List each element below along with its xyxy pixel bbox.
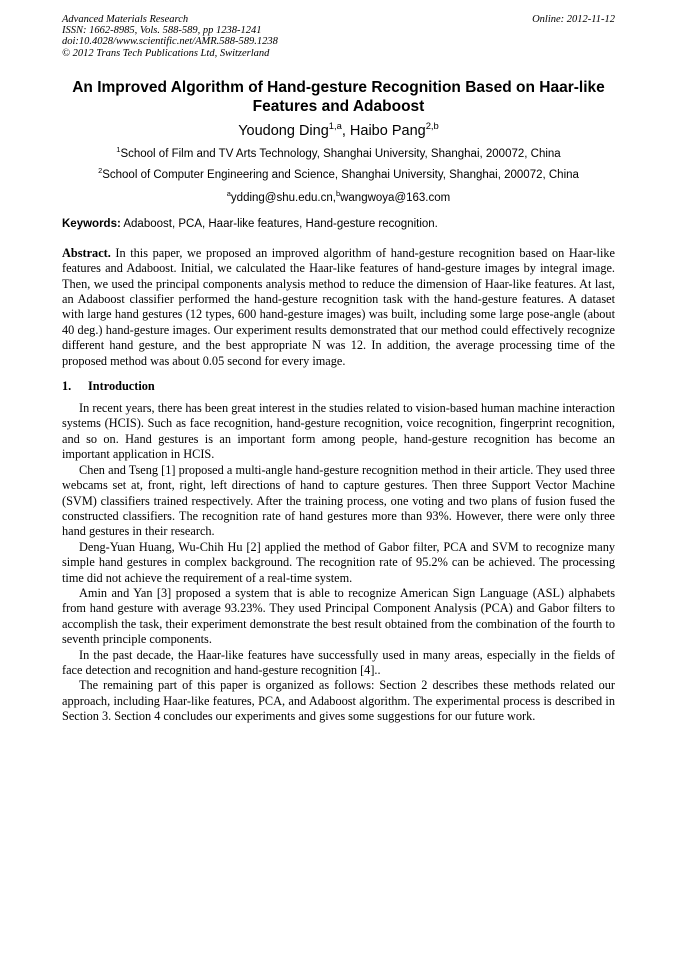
affiliation-text: School of Film and TV Arts Technology, Shanghai University, Shanghai, 200072, China — [120, 147, 561, 160]
introduction-body — [62, 401, 615, 725]
paragraph: In recent years, there has been great interest in the studies related to vision-based human machine interaction systems (HCIS). Such as face recognition, hand-gesture recognition, voice recognition, fingerprint recognition, and so on. Hand gestures is an important form among people, hand-gesture recognition has become an important application in HCIS. — [62, 401, 615, 462]
paper-page — [62, 14, 615, 725]
paragraph: The remaining part of this paper is organized as follows: Section 2 describes these methods related our approach, including Haar-like features, PCA, and Adaboost algorithm. The experimental process is described in Section 3. Section 4 concludes our experiments and gives some suggestions for our future work. — [62, 678, 615, 724]
abstract — [62, 246, 615, 369]
affiliation-sup: 2 — [98, 165, 103, 175]
author-name: Haibo Pang — [349, 122, 426, 139]
affiliation-1 — [62, 144, 615, 161]
author-sup: 2,b — [425, 119, 439, 131]
issn-line: ISSN: 1662-8985, Vols. 588-589, pp 1238-1241 — [62, 25, 262, 37]
keywords — [62, 217, 615, 231]
keywords-text: Adaboost, PCA, Haar-like features, Hand-gesture recognition. — [123, 217, 438, 230]
section-heading — [62, 379, 615, 394]
keywords-label: Keywords: — [62, 217, 121, 230]
paragraph: In the past decade, the Haar-like features have successfully used in many areas, especially in the fields of face detection and recognition and hand-gesture recognition [4].. — [62, 647, 615, 677]
doi-line: doi:10.4028/www.scientific.net/AMR.588-589.1238 — [62, 36, 278, 48]
paper-title: An Improved Algorithm of Hand-gesture Recognition Based on Haar-like Features and Adaboost — [72, 78, 605, 115]
copyright-line: © 2012 Trans Tech Publications Ltd, Switzerland — [62, 47, 270, 59]
email-sup: b — [335, 188, 341, 198]
email-sup: a — [226, 188, 231, 198]
email-address: ydding@shu.edu.cn, — [230, 191, 336, 204]
paragraph: Deng-Yuan Huang, Wu-Chih Hu [2] applied the method of Gabor filter, PCA and SVM to recognize many simple hand gestures in complex background. The recognition rate of 95.2% can be achieved. The processing time did not achieve the requirement of a real-time system. — [62, 539, 615, 585]
journal-header — [62, 14, 615, 59]
author-name: Youdong Ding — [238, 122, 329, 139]
email-line — [62, 188, 615, 205]
affiliation-sup: 1 — [116, 144, 121, 154]
section-title: Introduction — [88, 379, 155, 394]
author-sup: 1,a — [328, 119, 342, 131]
online-date: Online: 2012-11-12 — [532, 14, 615, 25]
affiliation-text: School of Computer Engineering and Science, Shanghai University, Shanghai, 200072, China — [102, 168, 579, 181]
author-separator: , — [341, 122, 350, 139]
email-address: wangwoya@163.com — [340, 191, 451, 204]
paragraph: Chen and Tseng [1] proposed a multi-angle hand-gesture recognition method in their article. They used three webcams set at, front, right, left directions of hand to capture gestures. Then three Support Vector Machine (SVM) classifiers trained respectively. After the training process, one voting and two plans of fusion fused the constructed classifiers. The recognition rate of hand gestures more than 93%. However, there were only three hand gestures in their research. — [62, 462, 615, 539]
affiliation-2 — [62, 165, 615, 182]
journal-name: Advanced Materials Research — [62, 14, 189, 25]
paragraph: Amin and Yan [3] proposed a system that is able to recognize American Sign Language (ASL) alphabets from hand gesture with average 93.23%. They used Principal Component Analysis (PCA) and Gabor filters to accomplish the task, their experiment demonstrate the best result obtained from the combination of the fourth to seventh principle components. — [62, 585, 615, 647]
abstract-label: Abstract. — [62, 245, 111, 260]
author-list — [62, 119, 615, 140]
abstract-text: In this paper, we proposed an improved algorithm of hand-gesture recognition based on Haar-like features and Adaboost. Initial, we calculated the Haar-like features of hand-gesture images by integral image. Then, we used the principal components analysis method to reduce the dimension of Haar-like features. At last, an Adaboost classifier performed the hand-gesture recognition task with the hand-gesture features. A dataset with large hand gestures (12 types, 600 hand-gesture images) was built, including some large pose-angle (about 40 deg.) hand-gesture images. Our experiment results demonstrated that our method could effectively recognize different hand gesture, and the best appropriate N was 12. In addition, the average processing time of the proposed method was about 0.05 second for every image. — [62, 245, 615, 368]
section-number: 1. — [62, 379, 72, 394]
